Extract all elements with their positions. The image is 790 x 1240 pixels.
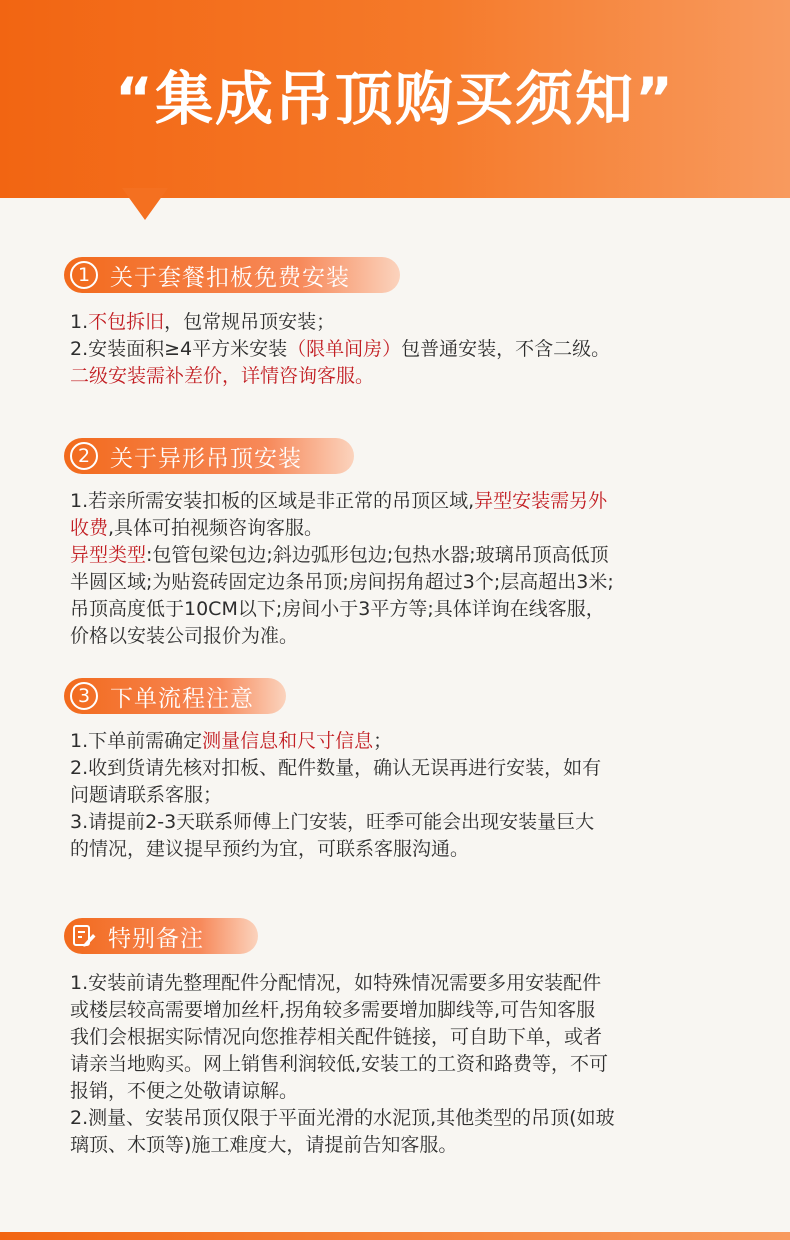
body-text: :包管包梁包边;斜边弧形包边;包热水器;玻璃吊顶高低顶: [146, 544, 609, 566]
section-heading: 关于套餐扣板免费安装: [110, 264, 350, 291]
section-heading: 特别备注: [108, 925, 204, 952]
highlight-text: 二级安装需补差价，详情咨询客服。: [70, 365, 375, 387]
body-text: 报销，不便之处敬请谅解。: [70, 1080, 299, 1102]
highlight-text: 异型安装需另外: [474, 490, 608, 512]
body-line: [70, 1132, 750, 1159]
body-text: 半圆区域;为贴瓷砖固定边条吊顶;房间拐角超过3个;层高超出3米;: [70, 571, 614, 593]
footer-bar: [0, 1232, 790, 1240]
body-text: 请亲当地购买。网上销售利润较低,安装工的工资和路费等，不可: [70, 1053, 609, 1075]
body-line: [70, 488, 750, 515]
body-line: [70, 596, 750, 623]
number-badge: 2: [70, 442, 98, 470]
body-line: [70, 623, 750, 650]
section-body: [70, 728, 750, 863]
highlight-text: 异型类型: [70, 544, 147, 566]
body-text: 璃顶、木顶等)施工难度大，请提前告知客服。: [70, 1134, 458, 1156]
body-line: [70, 782, 750, 809]
body-text: 1.安装前请先整理配件分配情况，如特殊情况需要多用安装配件: [70, 972, 602, 994]
body-text: ；: [373, 730, 393, 752]
body-line: [70, 809, 750, 836]
section-heading: 关于异形吊顶安装: [110, 445, 302, 472]
body-text: 价格以安装公司报价为准。: [70, 625, 299, 647]
body-text: 2.收到货请先核对扣板、配件数量，确认无误再进行安装，如有: [70, 757, 602, 779]
body-text: 1.下单前需确定: [70, 730, 203, 752]
body-line: [70, 1051, 750, 1078]
section-body: [70, 309, 750, 390]
body-line: [70, 542, 750, 569]
body-text: ，包常规吊顶安装；: [164, 311, 336, 333]
page-title: “集成吊顶购买须知”: [114, 65, 676, 133]
section-heading-pill: [64, 678, 286, 714]
header-notch: [122, 188, 168, 220]
body-line: [70, 1078, 750, 1105]
body-line: [70, 728, 750, 755]
note-edit-icon: [70, 922, 98, 950]
body-text: 2.测量、安装吊顶仅限于平面光滑的水泥顶,其他类型的吊顶(如玻: [70, 1107, 615, 1129]
highlight-text: 不包拆旧: [88, 311, 165, 333]
section-body: [70, 488, 750, 650]
section-heading-pill: [64, 438, 354, 474]
body-line: [70, 1024, 750, 1051]
body-text: ,具体可拍视频咨询客服。: [108, 517, 324, 539]
body-text: 2.安装面积≥4平方米安装: [70, 338, 288, 360]
number-badge: 3: [70, 682, 98, 710]
section-heading-pill: [64, 257, 400, 293]
body-text: 的情况，建议提早预约为宜，可联系客服沟通。: [70, 838, 470, 860]
body-text: 问题请联系客服；: [70, 784, 223, 806]
body-line: [70, 1105, 750, 1132]
body-line: [70, 836, 750, 863]
body-text: 包普通安装，不含二级。: [401, 338, 611, 360]
body-line: [70, 997, 750, 1024]
body-line: [70, 569, 750, 596]
body-line: [70, 363, 750, 390]
section-heading-pill: [64, 918, 258, 954]
body-line: [70, 970, 750, 997]
body-line: [70, 336, 750, 363]
body-line: [70, 755, 750, 782]
highlight-text: （限单间房）: [287, 338, 402, 360]
highlight-text: 测量信息和尺寸信息: [202, 730, 374, 752]
number-badge: 1: [70, 261, 98, 289]
body-text: 1.: [70, 311, 89, 333]
body-line: [70, 515, 750, 542]
section-body: [70, 970, 750, 1159]
body-text: 我们会根据实际情况向您推荐相关配件链接，可自助下单，或者: [70, 1026, 603, 1048]
body-text: 吊顶高度低于10CM以下;房间小于3平方等;具体详询在线客服，: [70, 598, 605, 620]
body-line: [70, 309, 750, 336]
body-text: 3.请提前2-3天联系师傅上门安装，旺季可能会出现安装量巨大: [70, 811, 595, 833]
section-heading: 下单流程注意: [110, 685, 254, 712]
header-banner: [0, 0, 790, 198]
highlight-text: 收费: [70, 517, 109, 539]
body-text: 或楼层较高需要增加丝杆,拐角较多需要增加脚线等,可告知客服: [70, 999, 596, 1021]
body-text: 1.若亲所需安装扣板的区域是非正常的吊顶区域,: [70, 490, 475, 512]
